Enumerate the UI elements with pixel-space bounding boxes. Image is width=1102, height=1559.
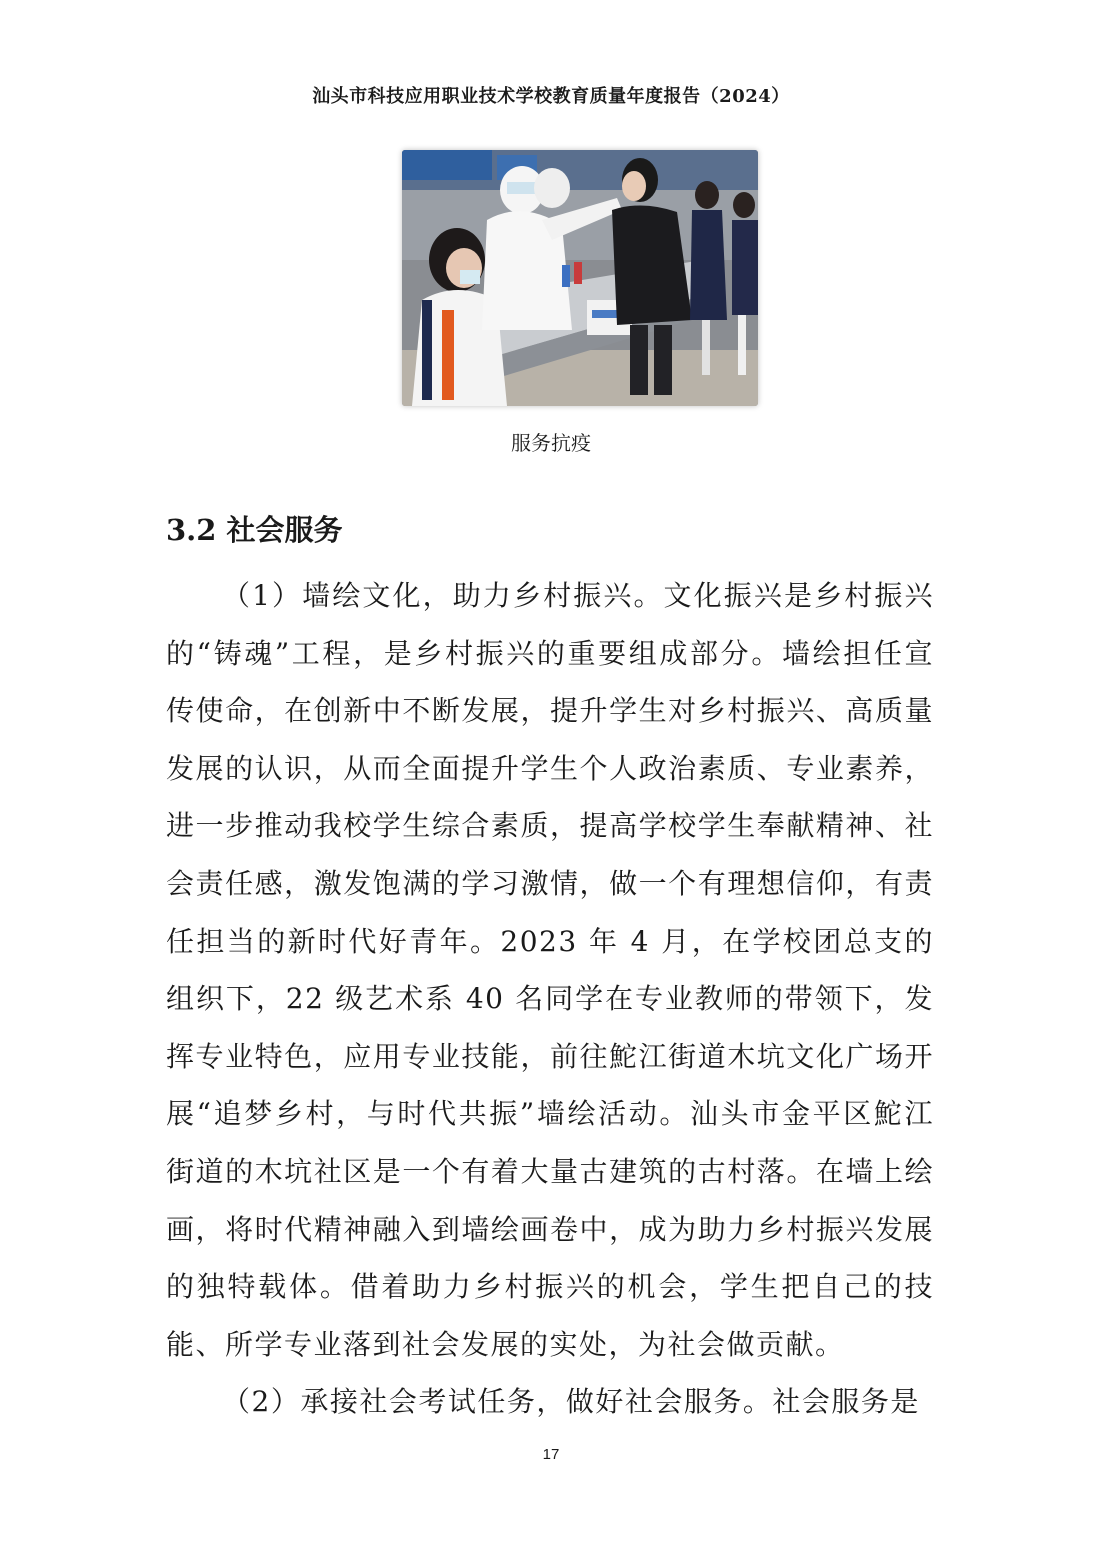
figure-caption: 服务抗疫 <box>511 431 591 455</box>
body-text <box>166 567 934 1431</box>
page-number: 17 <box>542 1446 560 1463</box>
epidemic-service-photo <box>402 150 758 406</box>
running-header: 汕头市科技应用职业技术学校教育质量年度报告（2024） <box>312 86 790 107</box>
section-heading: 3.2 社会服务 <box>166 513 343 547</box>
paragraph: （1）墙绘文化，助力乡村振兴。文化振兴是乡村振兴的“铸魂”工程，是乡村振兴的重要组成部分。墙绘担任宣传使命，在创新中不断发展，提升学生对乡村振兴、高质量发展的认识，从而全面提升学生个人政治素质、专业素养，进一步推动我校学生综合素质，提高学校学生奉献精神、社会责任感，激发饱满的学习激情，做一个有理想信仰，有责任担当的新时代好青年。2023 年 4 月，在学校团总支的组织下，22 级艺术系 40 名同学在专业教师的带领下，发挥专业特色，应用专业技能，前往鮀江街道木坑文化广场开展“追梦乡村，与时代共振”墙绘活动。汕头市金平区鮀江街道的木坑社区是一个有着大量古建筑的古村落。在墙上绘画，将时代精神融入到墙绘画卷中，成为助力乡村振兴发展的独特载体。借着助力乡村振兴的机会，学生把自己的技能、所学专业落到社会发展的实处，为社会做贡献。 <box>166 579 934 1361</box>
paragraph: （2）承接社会考试任务，做好社会服务。社会服务是 <box>222 1385 920 1419</box>
